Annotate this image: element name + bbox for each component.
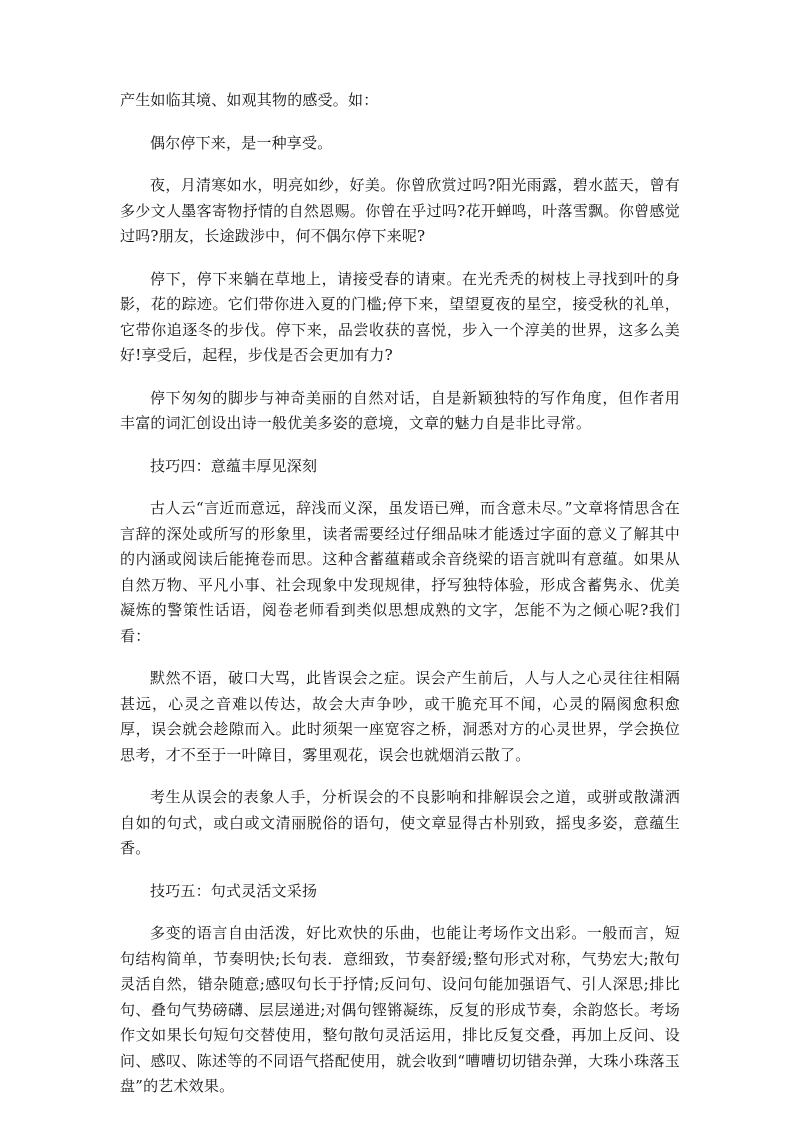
paragraph: 考生从误会的表象人手，分析误会的不良影响和排解误会之道，或骈或散潇洒自如的句式，或白或文清丽脱俗的语句，使文章显得古朴别致，摇曳多姿，意蕴生香。 (120, 788, 680, 857)
paragraph: 停下匆匆的脚步与神奇美丽的自然对话，自是新颖独特的写作角度，但作者用丰富的词汇创设出诗一般优美多姿的意境，文章的魅力自是非比寻常。 (120, 388, 680, 432)
paragraph: 停下，停下来躺在草地上，请接受春的请柬。在光秃秃的树枝上寻找到叶的身影，花的踪迹。它们带你进入夏的门槛;停下来，望望夏夜的星空，接受秋的礼单，它带你追逐冬的步伐。停下来，品尝收获的喜悦，步入一个淳美的世界，这多么美好!享受后，起程，步伐是否会更加有力? (120, 269, 680, 364)
paragraph: 古人云“言近而意远，辞浅而义深，虽发语已殚，而含意未尽。”文章将情思含在言辞的深处或所写的形象里，读者需要经过仔细品味才能透过字面的意义了解其中的内涵或阅读后能掩卷而思。这种含蓄蕴藉或余音绕梁的语言就叫有意蕴。如果从自然万物、平凡小事、社会现象中发现规律，抒写独特体验，形成含蓄隽永、优美凝炼的警策性话语，阅卷老师看到类似思想成熟的文字，怎能不为之倾心呢?我们看： (120, 499, 680, 645)
paragraph: 产生如临其境、如观其物的感受。如： (120, 91, 379, 109)
section-heading-technique-5: 技巧五：句式灵活文采扬 (150, 881, 318, 900)
paragraph: 夜，月清寒如水，明亮如纱，好美。你曾欣赏过吗?阳光雨露，碧水蓝天，曾有多少文人墨客寄物抒情的自然恩赐。你曾在乎过吗?花开蝉鸣，叶落雪飘。你曾感觉过吗?朋友，长途跋涉中，何不偶尔停下来呢? (120, 176, 680, 245)
paragraph: 默然不语，破口大骂，此皆误会之症。误会产生前后，人与人之心灵往往相隔甚远，心灵之音难以传达，故会大声争吵，或干脆充耳不闻，心灵的隔阂愈积愈厚，误会就会趁隙而入。此时须架一座宽容之桥，洞悉对方的心灵世界，学会换位思考，才不至于一叶障目，雾里观花，误会也就烟消云散了。 (120, 669, 680, 764)
section-heading-technique-4: 技巧四：意蕴丰厚见深刻 (150, 456, 318, 475)
paragraph: 多变的语言自由活泼，好比欢快的乐曲，也能让考场作文出彩。一般而言，短句结构简单，节奏明快;长句表．意细致，节奏舒缓;整句形式对称，气势宏大;散句灵活自然，错杂随意;感叹句长于抒情;反问句、设问句能加强语气、引人深思;排比句、叠句气势磅礴、层层递进;对偶句铿锵凝练，反复的形成节奏，余韵悠长。考场作文如果长句短句交替使用，整句散句灵活运用，排比反复交叠，再加上反问、设问、感叹、陈述等的不同语气搭配使用，就会收到“嘈嘈切切错杂弹，大珠小珠落玉盘”的艺术效果。 (120, 924, 680, 1095)
quoted-title: 偶尔停下来，是一种享受。 (150, 133, 333, 152)
document-page (120, 88, 680, 1117)
